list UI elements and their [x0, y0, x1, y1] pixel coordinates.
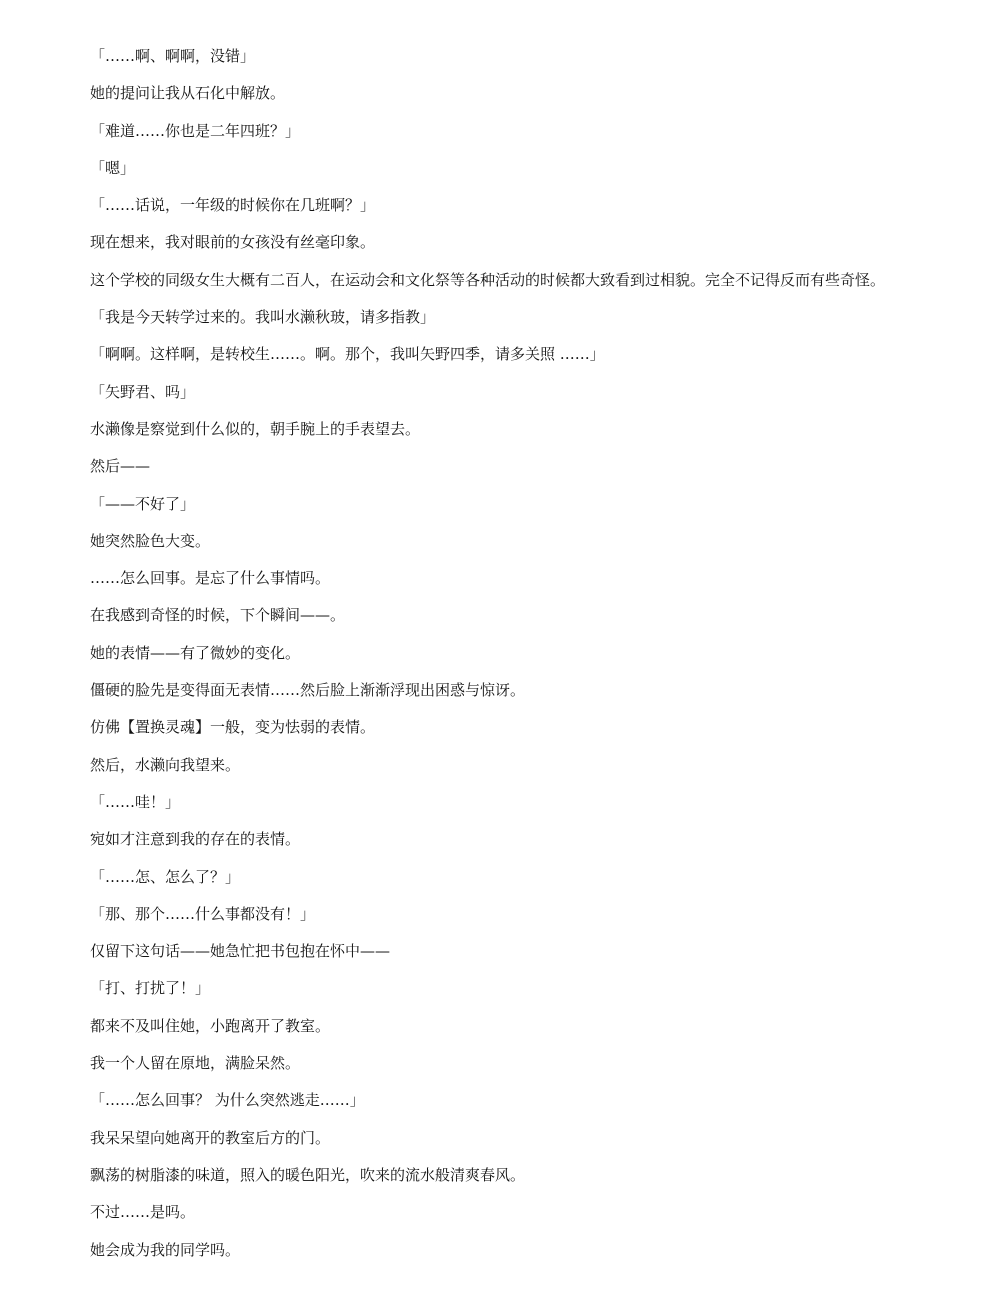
- text-line: 然后——: [90, 457, 151, 476]
- text-line: 我一个人留在原地，满脸呆然。: [90, 1054, 301, 1073]
- text-line: 她的表情——有了微妙的变化。: [90, 643, 301, 662]
- text-line: ……怎么回事。是忘了什么事情吗。: [90, 569, 331, 588]
- text-line: 仅留下这句话——她急忙把书包抱在怀中——: [90, 942, 391, 961]
- text-line: 「……啊、啊啊，没错」: [90, 47, 256, 65]
- text-line: 僵硬的脸先是变得面无表情……然后脸上渐渐浮现出困惑与惊讶。: [90, 681, 526, 700]
- text-line: 飘荡的树脂漆的味道，照入的暖色阳光，吹来的流水般清爽春风。: [90, 1165, 526, 1184]
- text-line: 我呆呆望向她离开的教室后方的门。: [90, 1128, 331, 1147]
- text-line: 水濑像是察觉到什么似的，朝手腕上的手表望去。: [90, 419, 421, 438]
- text-line: 都来不及叫住她，小跑离开了教室。: [90, 1016, 331, 1035]
- text-line: 「啊啊。这样啊，是转校生……。啊。那个，我叫矢野四季，请多关照 ……」: [90, 345, 605, 364]
- text-line: 「——不好了」: [90, 494, 196, 513]
- text-body: [90, 46, 990, 1277]
- text-line: 宛如才注意到我的存在的表情。: [90, 830, 301, 849]
- text-line: 「嗯」: [90, 158, 136, 177]
- text-line: 「……怎、怎么了？」: [90, 867, 241, 886]
- text-line: 「……怎么回事？ 为什么突然逃走……」: [90, 1091, 365, 1110]
- text-line: 她的提问让我从石化中解放。: [90, 84, 286, 103]
- text-line: 「……哇！」: [90, 792, 181, 811]
- text-line: 她会成为我的同学吗。: [90, 1240, 241, 1259]
- text-line: 现在想来，我对眼前的女孩没有丝毫印象。: [90, 233, 376, 252]
- text-line: 在我感到奇怪的时候，下个瞬间——。: [90, 606, 346, 625]
- text-line: 「难道……你也是二年四班？」: [90, 121, 301, 140]
- text-line: 这个学校的同级女生大概有二百人，在运动会和文化祭等各种活动的时候都大致看到过相貌。完全不记得反而有些奇怪。: [90, 270, 886, 289]
- text-line: 「那、那个……什么事都没有！」: [90, 904, 316, 923]
- text-line: 「矢野君、吗」: [90, 382, 196, 401]
- text-line: 「打、打扰了！」: [90, 979, 211, 998]
- text-line: 「……话说，一年级的时候你在几班啊？」: [90, 196, 376, 215]
- text-line: 她突然脸色大变。: [90, 531, 211, 550]
- text-line: 然后，水濑向我望来。: [90, 755, 241, 774]
- text-line: 不过……是吗。: [90, 1203, 196, 1222]
- text-line: 「我是今天转学过来的。我叫水濑秋玻，请多指教」: [90, 308, 436, 327]
- text-line: 仿佛【置换灵魂】一般，变为怯弱的表情。: [90, 718, 376, 737]
